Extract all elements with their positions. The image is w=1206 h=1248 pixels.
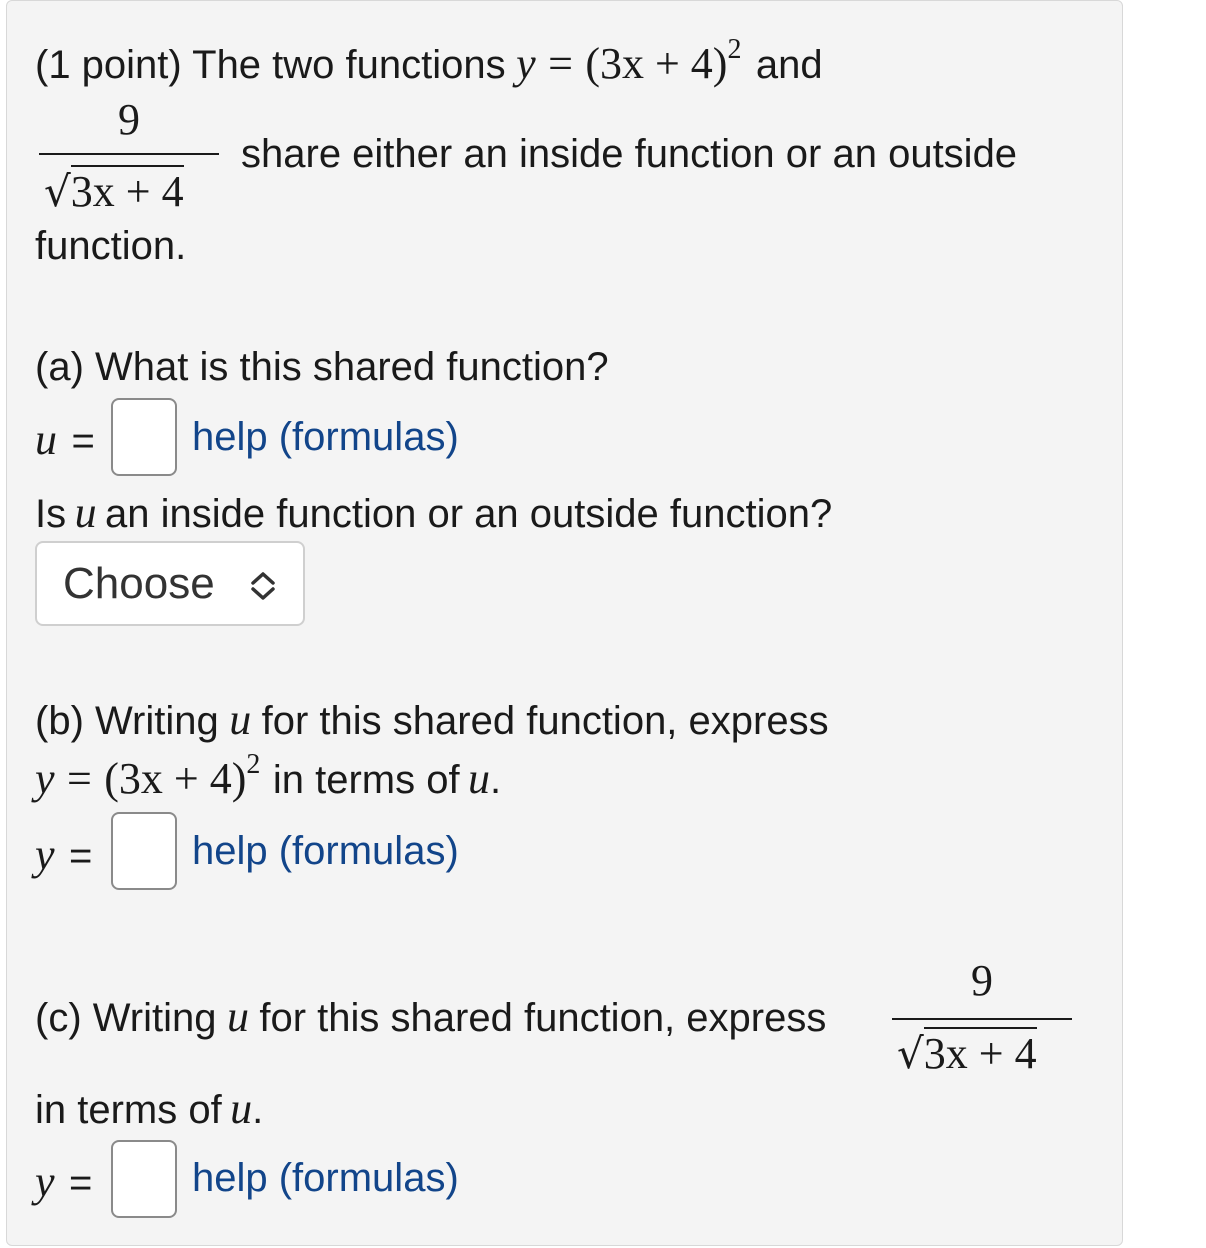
part-b-answer-input[interactable] (111, 812, 177, 890)
part-b-var: u (229, 695, 252, 744)
part-c-terms-var: u (230, 1084, 253, 1133)
part-b-terms-var: u (468, 754, 491, 803)
part-b-equals: = (66, 754, 92, 803)
sqrt-icon-2: √ (897, 1029, 924, 1078)
part-c-help-link[interactable]: help (formulas) (192, 1156, 459, 1200)
part-a-help-link[interactable]: help (formulas) (192, 415, 459, 459)
function-word: function. (35, 224, 187, 268)
part-b-expr: (3x + 4) (104, 754, 247, 803)
part-c-suffix: for this shared function, express (259, 996, 827, 1040)
intro-equals: = (548, 39, 573, 88)
part-b-prefix: (b) Writing (35, 699, 219, 743)
part-b-y-var: y (35, 754, 55, 803)
select-label: Choose (63, 559, 215, 608)
part-a-equals: = (71, 419, 95, 463)
part-b-instruction (35, 694, 829, 745)
part-c-fraction-bar (892, 1018, 1072, 1020)
function-2-denominator (44, 166, 184, 217)
part-c-denominator (897, 1028, 1037, 1079)
part-b-help-link[interactable]: help (formulas) (192, 829, 459, 873)
part-c-numerator: 9 (971, 956, 993, 1005)
part-b-expression-line (35, 749, 502, 804)
part-c-answer-input[interactable] (111, 1140, 177, 1218)
intro-line (35, 34, 823, 89)
part-c-radicand: 3x + 4 (923, 1029, 1037, 1078)
part-b-answer-var: y (35, 830, 55, 879)
intro-and: and (755, 43, 823, 87)
part-c-var: u (226, 992, 249, 1041)
intro-text: (1 point) The two functions (35, 43, 506, 87)
inside-q-prefix: Is (35, 492, 67, 536)
part-b-answer-equals: = (68, 834, 93, 878)
part-c-terms-line (35, 1083, 263, 1134)
part-c-instruction (35, 991, 826, 1042)
part-a-var: u (35, 415, 57, 464)
part-c-answer-row (35, 1156, 92, 1207)
part-c-prefix: (c) Writing (35, 996, 217, 1040)
intro-y-var: y (516, 39, 536, 88)
part-b-period: . (490, 758, 502, 802)
part-c-answer-equals: = (68, 1161, 93, 1205)
function-2-radicand: 3x + 4 (70, 167, 184, 216)
part-c-answer-var: y (35, 1157, 55, 1206)
part-a-answer-input[interactable] (111, 398, 177, 476)
inside-outside-question (35, 487, 832, 538)
part-b-answer-row (35, 829, 92, 880)
part-c-terms-text: in terms of (35, 1088, 222, 1132)
part-a-question: (a) What is this shared function? (35, 345, 609, 389)
inside-q-suffix: an inside function or an outside function? (105, 492, 833, 536)
chevron-up-down-icon (249, 571, 277, 601)
part-c-period: . (252, 1088, 264, 1132)
share-text: share either an inside function or an outside (241, 132, 1018, 176)
function-1-exponent: 2 (727, 34, 742, 65)
part-b-exponent: 2 (246, 749, 261, 780)
function-2-fraction-bar (39, 153, 219, 155)
sqrt-icon: √ (44, 167, 71, 216)
part-b-terms-text: in terms of (272, 758, 460, 802)
inside-outside-select[interactable] (35, 541, 305, 626)
part-b-suffix: for this shared function, express (261, 699, 829, 743)
part-a-answer-row (35, 414, 95, 465)
function-2-numerator: 9 (118, 95, 140, 144)
function-1-expr: (3x + 4) (585, 39, 728, 88)
inside-q-var: u (74, 488, 97, 537)
